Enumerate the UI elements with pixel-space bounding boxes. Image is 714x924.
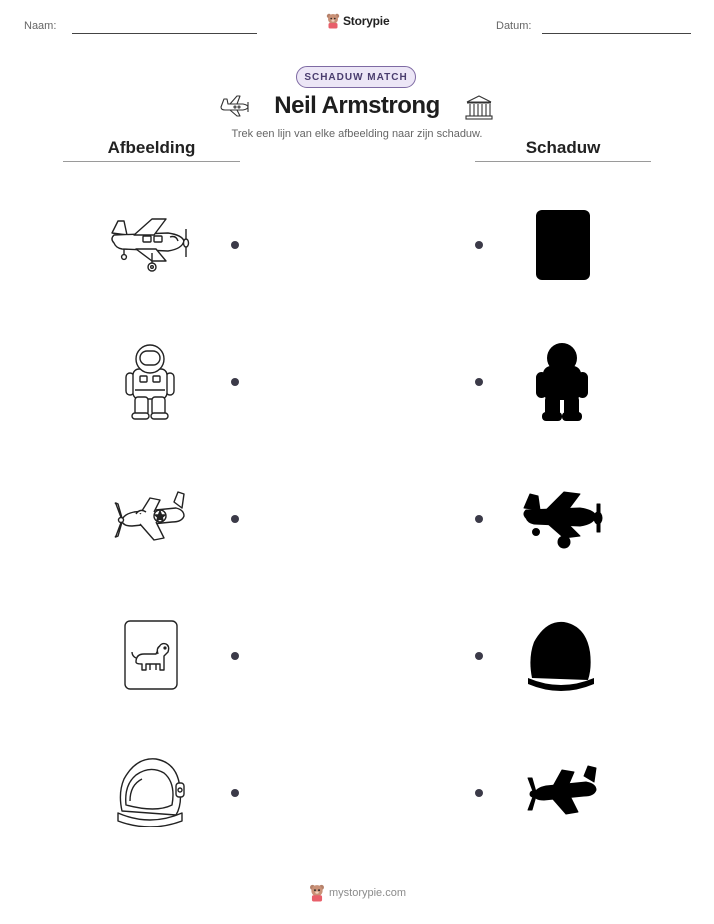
propeller-plane-shadow-icon: [524, 764, 600, 820]
space-helmet-icon: [116, 755, 186, 827]
footer-url[interactable]: mystorypie.com: [329, 887, 407, 899]
right-match-dot[interactable]: [475, 378, 483, 386]
airplane-decor-icon: [217, 93, 251, 119]
astronaut-icon: [118, 343, 182, 421]
right-column-header: Schaduw: [525, 138, 601, 157]
propeller-plane-icon: [110, 490, 190, 548]
worksheet-type-badge: SCHADUW MATCH: [296, 66, 416, 88]
left-column-header: Afbeelding: [107, 138, 196, 157]
building-decor-icon: [465, 94, 493, 120]
brand-name: Storypie: [343, 14, 390, 28]
bear-mascot-icon: [326, 13, 340, 29]
storypie-logo: [326, 13, 389, 29]
name-field-line[interactable]: [72, 33, 257, 34]
left-match-dot[interactable]: [231, 652, 239, 660]
right-match-dot[interactable]: [475, 652, 483, 660]
instructions: Trek een lijn van elke afbeelding naar zijn schaduw.: [231, 128, 483, 140]
astronaut-shadow-icon: [530, 342, 594, 422]
name-label: Naam:: [24, 20, 57, 32]
bear-mascot-icon: [309, 884, 325, 902]
left-match-dot[interactable]: [231, 241, 239, 249]
page-title: Neil Armstrong: [274, 92, 440, 119]
card-shadow-icon: [536, 210, 590, 280]
footer: [309, 884, 406, 902]
left-column-underline: [63, 161, 240, 162]
right-match-dot[interactable]: [475, 241, 483, 249]
dog-card-icon: [124, 620, 178, 690]
airplane-icon: [108, 213, 194, 275]
left-match-dot[interactable]: [231, 789, 239, 797]
helmet-shadow-icon: [528, 620, 594, 692]
left-match-dot[interactable]: [231, 515, 239, 523]
date-field-line[interactable]: [542, 33, 691, 34]
right-match-dot[interactable]: [475, 789, 483, 797]
left-match-dot[interactable]: [231, 378, 239, 386]
right-match-dot[interactable]: [475, 515, 483, 523]
airplane-shadow-icon: [520, 488, 606, 550]
date-label: Datum:: [496, 20, 532, 32]
right-column-underline: [475, 161, 651, 162]
